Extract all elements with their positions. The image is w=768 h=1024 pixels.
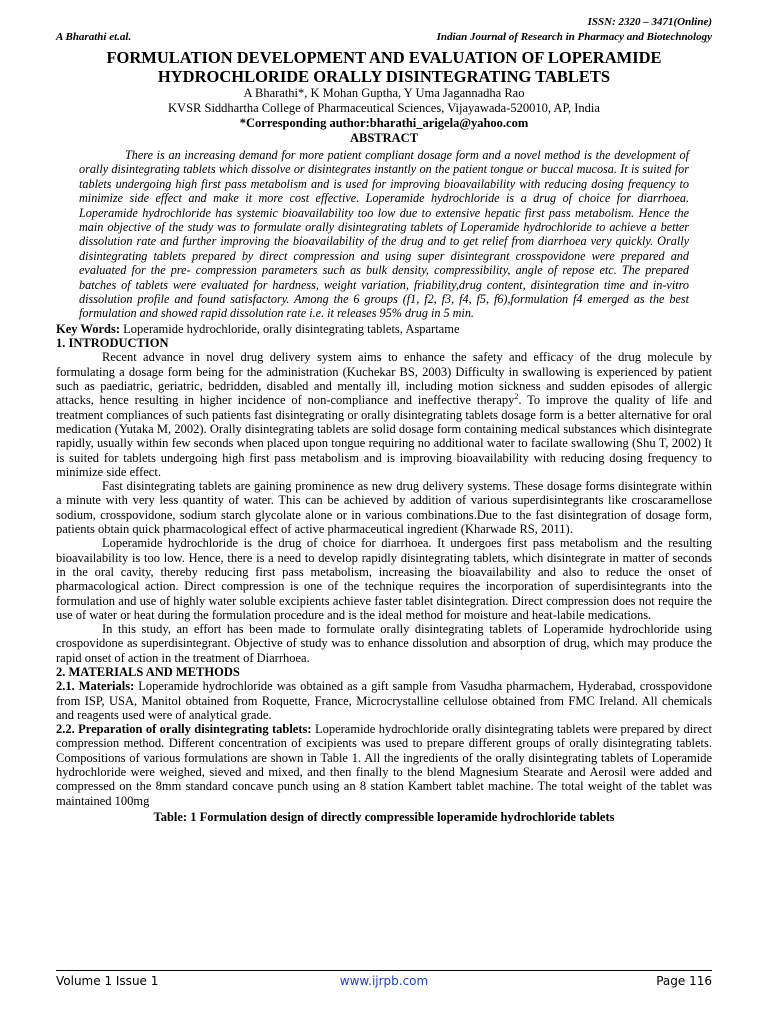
section-heading-materials-methods: 2. MATERIALS AND METHODS bbox=[56, 665, 240, 679]
section-heading-introduction: 1. INTRODUCTION bbox=[56, 336, 169, 351]
running-header-journal: Indian Journal of Research in Pharmacy and Biotechnology bbox=[436, 31, 712, 43]
intro-paragraph-3: Loperamide hydrochloride is the drug of choice for diarrhoea. It undergoes first pass metabolism and the resulting bioavailability is too low. Hence, there is a need to develop rapidly disintegrating tablets, which disintegrate in matter of seconds in the oral cavity, thereby reducing first pass metabolism, increasing the bioavailability and also to reduce the onset of pharmacological action. Direct compression is one of the technique requires the incorporation of superdisintegrants into the formulation and use of highly water soluble excipients achieve faster tablet disintegration. Direct compression does not require the use of water or heat during the formulation procedure and is the ideal method for moisture and heat-labile medications. bbox=[56, 536, 712, 622]
materials-paragraph bbox=[56, 679, 712, 722]
preparation-paragraph bbox=[56, 722, 712, 808]
keywords-text: Loperamide hydrochloride, orally disintegrating tablets, Aspartame bbox=[120, 321, 460, 336]
corresponding-author: *Corresponding author:bharathi_arigela@yahoo.com bbox=[239, 116, 529, 130]
abstract-text: There is an increasing demand for more patient compliant dosage form and a novel method is the development of orally disintegrating tablets which dissolve or disintegrates instantly on the patient tongue or buccal mucosa. It is suited for tablets undergoing high first pass metabolism and is used for improving bioavailability with reducing dosing frequency to minimize side effect and make it more cost effective. Loperamide hydrochloride is a drug of choice for diarrhoea. Loperamide hydrochloride has systemic bioavailability too low due to extensive hepatic first pass metabolism. Hence the main objective of the study was to formulate orally disintegrating tablets of Loperamide hydrochloride to achieve a better dissolution rate and further improving the bioavailability of the drug and to get relief from diarrhoea very quickly. Orally disintegrating tablets prepared by direct compression and using super disintegrant crosspovidone were prepared and evaluated for the pre- compression parameters such as bulk density, compressibility, angle of repose etc. The prepared batches of tablets were evaluated for hardness, weight variation, friability,drug content, disintegration time and in-vitro dissolution profile and found satisfactory. Among the 6 groups (f1, f2, f3, f4, f5, f6),formulation f4 emerged as the best formulation and showed rapid dissolution rate i.e. it releases 95% drug in 5 min. bbox=[79, 148, 689, 321]
preparation-text: Loperamide hydrochloride orally disintegrating tablets were prepared by direct compression method. Different concentration of excipients was used to prepare different groups of orally disintegrating tablets. Compositions of various formulations are shown in Table 1. All the ingredients of the orally disintegrating tablets of Loperamide hydrochloride were weighed, sieved and mixed, and then finally to the blend Magnesium Stearate and Aerosil were added and compressed on the 8mm standard concave punch using an 8 station Kambert tablet machine. The total weight of the tablet was maintained 100mg bbox=[56, 722, 712, 808]
article-authors: A Bharathi*, K Mohan Guptha, Y Uma Jagannadha Rao bbox=[243, 86, 525, 100]
intro-paragraph-2: Fast disintegrating tablets are gaining prominence as new drug delivery systems. These dosage forms disintegrate within a minute with very less quantity of water. This can be achieved by addition of various superdisintegrants like croscaramellose sodium, crosspovidone, sodium starch glycolate alone or in various combinations.Due to the fast disintegration of dosage form, patients obtain quick pharmacological effect of active pharmaceutical ingredient (Kharwade RS, 2011). bbox=[56, 479, 712, 537]
citation-superscript: 2 bbox=[514, 392, 519, 402]
article-body bbox=[56, 48, 712, 825]
preparation-label: 2.2. Preparation of orally disintegrating tablets: bbox=[56, 722, 312, 737]
materials-text: Loperamide hydrochloride was obtained as a gift sample from Vasudha pharmachem, Hyderabad, crosspovidone from ISP, USA, Manitol obtained from Roquette, France, Microcrystalline cellulose obtained from FMC Ireland. All chemicals and reagents used were of analytical grade. bbox=[56, 679, 713, 722]
table-caption: Table: 1 Formulation design of directly compressible loperamide hydrochloride tablets bbox=[153, 809, 615, 824]
footer-page-number: Page 116 bbox=[656, 974, 712, 988]
running-header-authors: A Bharathi et.al. bbox=[56, 31, 132, 43]
abstract-heading: ABSTRACT bbox=[349, 131, 419, 145]
article-affiliation: KVSR Siddhartha College of Pharmaceutical Sciences, Vijayawada-520010, AP, India bbox=[168, 101, 600, 115]
intro-paragraph-1-part-a: Recent advance in novel drug delivery system aims to enhance the safety and efficacy of the drug molecule by formulating a dosage form being for the administration (Kuchekar BS, 2003) Difficulty in swallowing is experienced by patient such as paediatric, geriatric, bedridden, disabled and mentally ill, including motion sickness and sudden episodes of allergic attacks, hence resulting in higher incidence of non-compliance and ineffective therapy bbox=[56, 350, 712, 408]
footer-website-link[interactable]: www.ijrpb.com bbox=[339, 974, 429, 988]
footer-divider bbox=[56, 970, 712, 971]
article-title: FORMULATION DEVELOPMENT AND EVALUATION OF LOPERAMIDE HYDROCHLORIDE ORALLY DISINTEGRATING TABLETS bbox=[106, 48, 662, 86]
materials-label: 2.1. Materials: bbox=[56, 679, 135, 694]
keywords-label: Key Words: bbox=[56, 321, 121, 336]
footer-volume: Volume 1 Issue 1 bbox=[56, 974, 159, 988]
intro-paragraph-1-part-b: . To improve the quality of life and treatment compliances of such patients fast disintegrating or orally disintegrating tablets dosage form is a better alternative for oral medication (Yutaka M, 2002). Orally disintegrating tablets are solid dosage form containing medical substances which disintegrate rapidly, usually within few seconds when placed upon tongue requiring no additional water to facilate swallowing (Shu T, 2002) It is suited for tablets undergoing high first pass metabolism and is improving bioavailability with reducing dosing frequency to minimize side effect. bbox=[56, 393, 712, 479]
intro-paragraph-4: In this study, an effort has been made to formulate orally disintegrating tablets of Loperamide hydrochloride using crospovidone as superdisintegrant. Objective of study was to enhance dissolution and absorption of drug, which may produce the rapid onset of action in the treatment of Diarrhoea. bbox=[56, 622, 712, 665]
intro-paragraph-1 bbox=[56, 350, 712, 479]
keywords bbox=[56, 322, 712, 336]
issn-label: ISSN: 2320 – 3471(Online) bbox=[587, 16, 712, 28]
